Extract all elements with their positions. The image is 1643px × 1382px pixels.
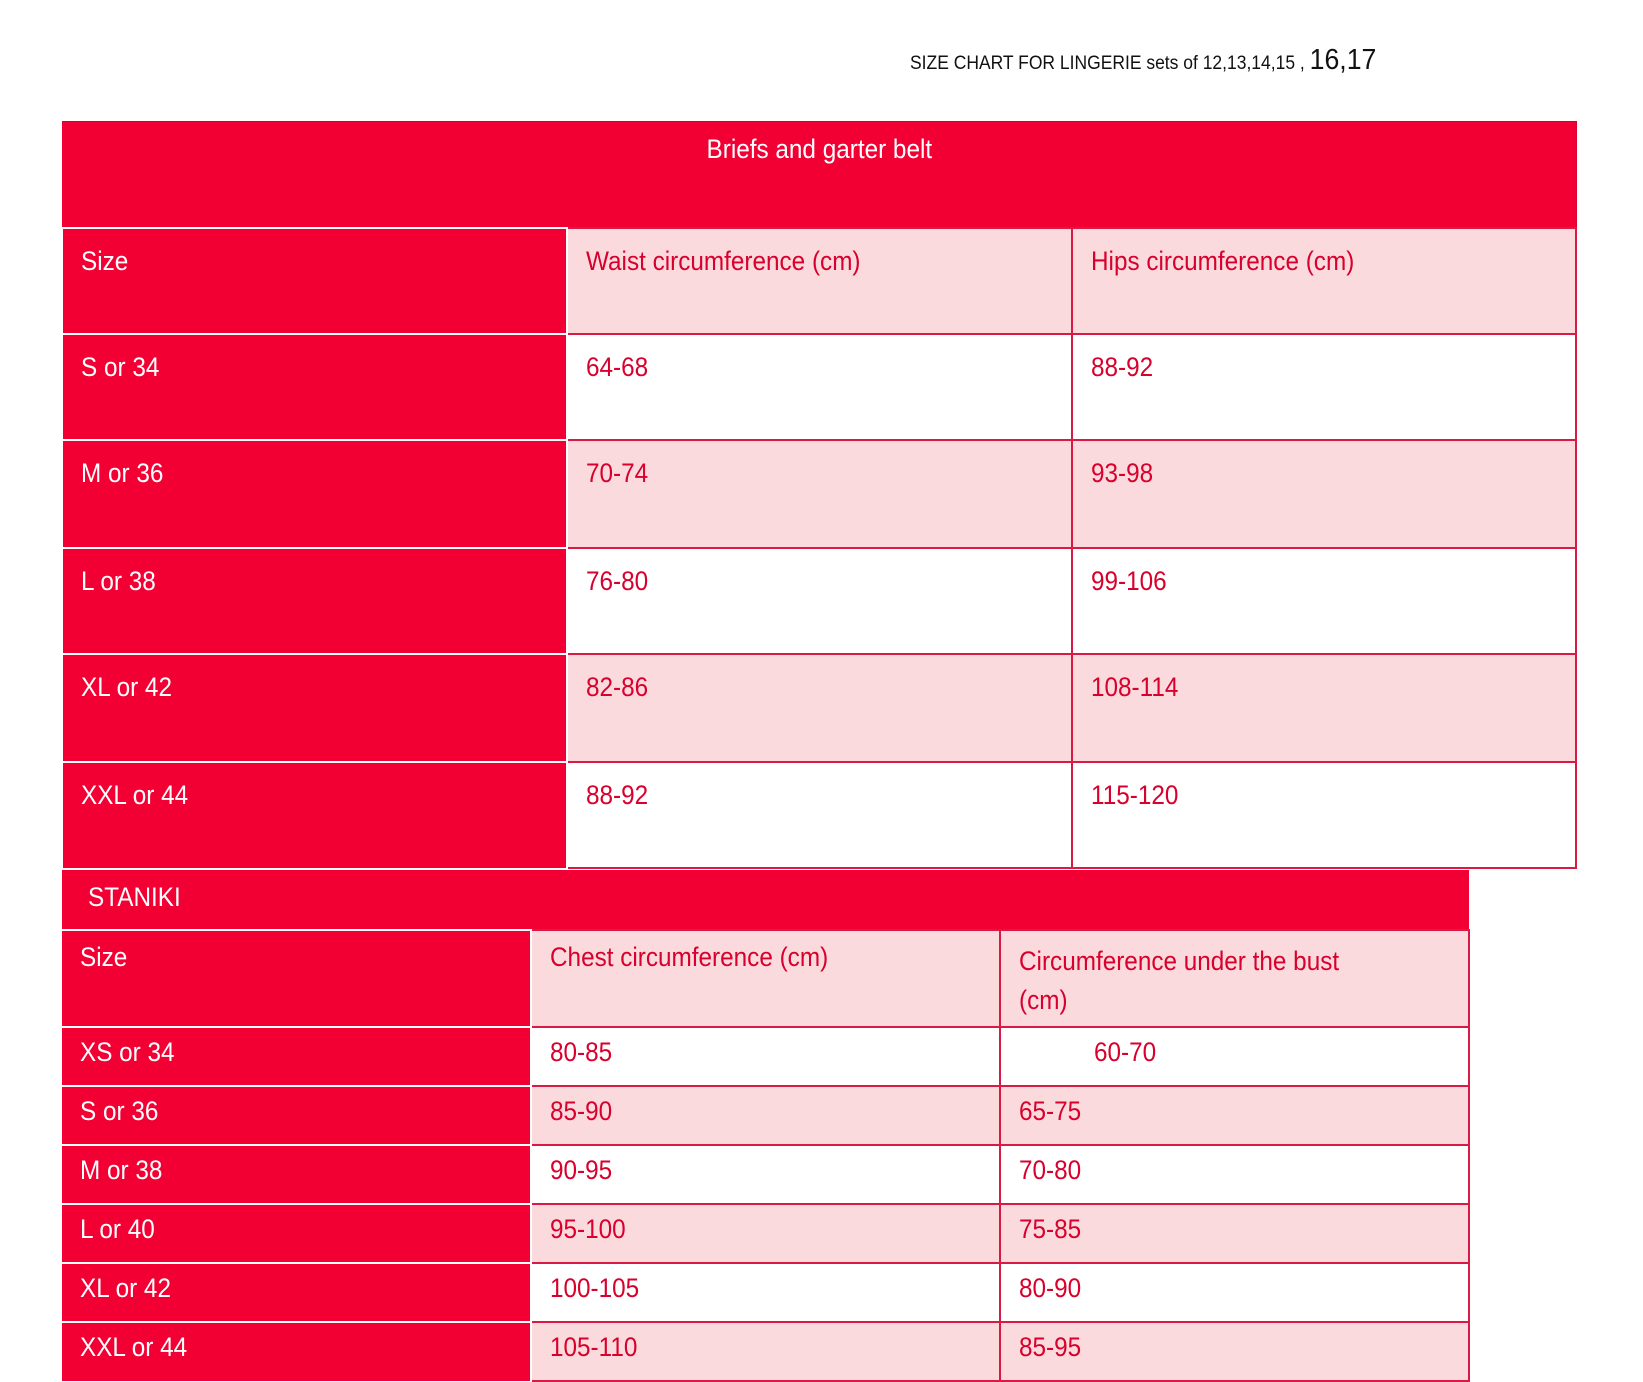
under-bust-cell	[1000, 1263, 1469, 1322]
staniki-header-chest	[531, 930, 1000, 1027]
hips-text: 88-92	[1090, 351, 1153, 382]
size-text: L or 38	[80, 565, 156, 596]
hips-cell	[1072, 440, 1577, 548]
waist-cell	[567, 654, 1072, 762]
table-row	[62, 1086, 1469, 1145]
briefs-title-row	[63, 122, 1577, 228]
page-title	[910, 44, 1376, 77]
table-row	[63, 762, 1577, 868]
chest-cell	[531, 1027, 1000, 1086]
size-text: M or 38	[80, 1155, 163, 1185]
staniki-size-table	[62, 870, 1470, 1382]
size-text: S or 34	[80, 351, 159, 382]
size-cell	[62, 1086, 531, 1145]
page-title-sizes: 16,17	[1309, 44, 1377, 76]
staniki-table-title	[62, 870, 1469, 930]
table-row	[62, 1027, 1469, 1086]
under-bust-text: 80-90	[1019, 1273, 1082, 1303]
size-text: XS or 34	[80, 1037, 175, 1067]
under-bust-cell	[1000, 1145, 1469, 1204]
chest-text: 80-85	[550, 1037, 613, 1067]
under-bust-cell	[1000, 1027, 1469, 1086]
staniki-header-under-bust	[1000, 930, 1469, 1027]
table-row	[63, 440, 1577, 548]
table-row	[62, 1263, 1469, 1322]
under-bust-text: 85-95	[1019, 1332, 1082, 1362]
chest-cell	[531, 1086, 1000, 1145]
under-bust-text: 75-85	[1019, 1214, 1082, 1244]
table-row	[62, 1322, 1469, 1381]
waist-text: 70-74	[586, 457, 649, 488]
hips-cell	[1072, 654, 1577, 762]
briefs-header-waist	[567, 228, 1072, 334]
chest-text: 105-110	[550, 1332, 638, 1362]
size-text: L or 40	[80, 1214, 155, 1244]
briefs-header-size-text: Size	[80, 245, 128, 276]
briefs-size-table	[62, 121, 1577, 869]
under-bust-cell	[1000, 1086, 1469, 1145]
briefs-header-size	[63, 228, 568, 334]
waist-cell	[567, 548, 1072, 654]
waist-text: 88-92	[586, 779, 649, 810]
table-row	[62, 1145, 1469, 1204]
briefs-header-hips	[1072, 228, 1577, 334]
briefs-title-text: Briefs and garter belt	[706, 134, 933, 164]
size-cell	[63, 548, 568, 654]
table-row	[63, 654, 1577, 762]
under-bust-text: 70-80	[1019, 1155, 1082, 1185]
hips-text: 115-120	[1090, 779, 1178, 810]
size-cell	[63, 334, 568, 440]
size-text: XXL or 44	[80, 779, 188, 810]
briefs-table-title	[63, 122, 1577, 228]
chest-cell	[531, 1322, 1000, 1381]
size-cell	[62, 1263, 531, 1322]
size-text: XL or 42	[80, 1273, 171, 1303]
staniki-header-under-bust-text: Circumference under the bust (cm)	[1019, 946, 1340, 1015]
under-bust-cell	[1000, 1322, 1469, 1381]
chest-text: 90-95	[550, 1155, 613, 1185]
waist-cell	[567, 440, 1072, 548]
table-row	[63, 548, 1577, 654]
size-cell	[63, 440, 568, 548]
page-title-text: SIZE CHART FOR LINGERIE sets of 12,13,14,15 ,	[910, 53, 1305, 74]
chest-text: 85-90	[550, 1096, 613, 1126]
chest-cell	[531, 1145, 1000, 1204]
under-bust-text: 65-75	[1019, 1096, 1082, 1126]
staniki-title-row	[62, 870, 1469, 930]
hips-text: 93-98	[1090, 457, 1153, 488]
size-text: M or 36	[80, 457, 163, 488]
staniki-title-text: STANIKI	[88, 882, 181, 912]
hips-text: 99-106	[1090, 565, 1167, 596]
staniki-header-chest-text: Chest circumference (cm)	[550, 942, 829, 972]
table-row	[63, 334, 1577, 440]
waist-text: 76-80	[586, 565, 649, 596]
waist-cell	[567, 762, 1072, 868]
briefs-header-waist-text: Waist circumference (cm)	[586, 245, 861, 276]
size-cell	[62, 1204, 531, 1263]
waist-cell	[567, 334, 1072, 440]
briefs-header-hips-text: Hips circumference (cm)	[1090, 245, 1354, 276]
size-cell	[62, 1145, 531, 1204]
staniki-header-size-text: Size	[80, 942, 128, 972]
size-cell	[62, 1322, 531, 1381]
staniki-header-row	[62, 930, 1469, 1027]
size-cell	[63, 654, 568, 762]
chest-cell	[531, 1263, 1000, 1322]
chest-text: 100-105	[550, 1273, 640, 1303]
under-bust-cell	[1000, 1204, 1469, 1263]
hips-cell	[1072, 334, 1577, 440]
table-row	[62, 1204, 1469, 1263]
size-text: XL or 42	[80, 671, 172, 702]
size-cell	[63, 762, 568, 868]
size-cell	[62, 1027, 531, 1086]
hips-cell	[1072, 548, 1577, 654]
hips-text: 108-114	[1090, 671, 1178, 702]
size-text: S or 36	[80, 1096, 159, 1126]
chest-text: 95-100	[550, 1214, 626, 1244]
chest-cell	[531, 1204, 1000, 1263]
under-bust-text: 60-70	[1094, 1037, 1157, 1067]
size-text: XXL or 44	[80, 1332, 188, 1362]
briefs-header-row	[63, 228, 1577, 334]
waist-text: 64-68	[586, 351, 649, 382]
staniki-header-size	[62, 930, 531, 1027]
hips-cell	[1072, 762, 1577, 868]
waist-text: 82-86	[586, 671, 649, 702]
